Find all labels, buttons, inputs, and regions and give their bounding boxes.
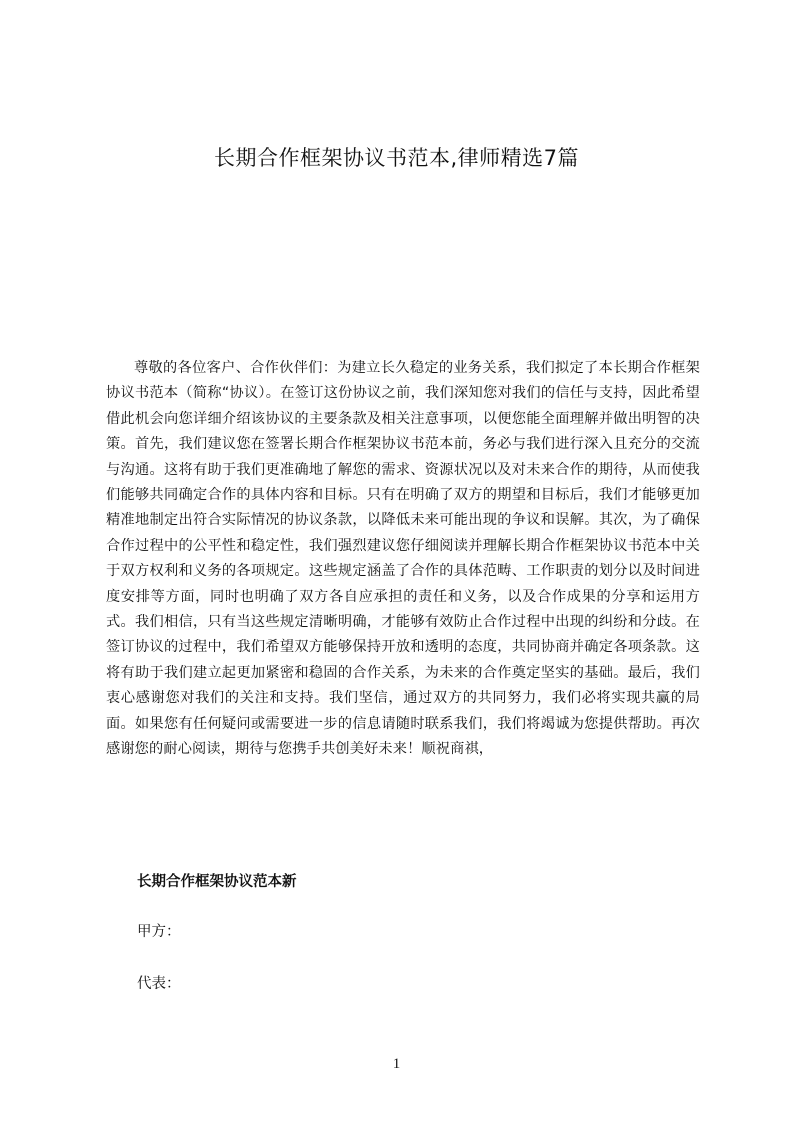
intro-paragraph: 尊敬的各位客户、合作伙伴们：为建立长久稳定的业务关系，我们拟定了本长期合作框架协议书范本（简称“协议）。在签订这份协议之前，我们深知您对我们的信任与支持，因此希望借此机会向您详细介绍该协议的主要条款及相关注意事项，以便您能全面理解并做出明智的决策。首先，我们建议您在签署长期合作框架协议书范本前，务必与我们进行深入且充分的交流与沟通。这将有助于我们更准确地了解您的需求、资源状况以及对未来合作的期待，从而使我们能够共同确定合作的具体内容和目标。只有在明确了双方的期望和目标后，我们才能够更加精准地制定出符合实际情况的协议条款，以降低未来可能出现的争议和误解。其次，为了确保合作过程中的公平性和稳定性，我们强烈建议您仔细阅读并理解长期合作框架协议书范本中关于双方权利和义务的各项规定。这些规定涵盖了合作的具体范畴、工作职责的划分以及时间进度安排等方面，同时也明确了双方各自应承担的责任和义务，以及合作成果的分享和运用方式。我们相信，只有当这些规定清晰明确，才能够有效防止合作过程中出现的纠纷和分歧。在签订协议的过程中，我们希望双方能够保持开放和透明的态度，共同协商并确定各项条款。这将有助于我们建立起更加紧密和稳固的合作关系，为未来的合作奠定坚实的基础。最后，我们衷心感谢您对我们的关注和支持。我们坚信，通过双方的共同努力，我们必将实现共赢的局面。如果您有任何疑问或需要进一步的信息请随时联系我们，我们将竭诚为您提供帮助。再次感谢您的耐心阅读，期待与您携手共创美好未来！顺祝商祺， <box>106 360 700 758</box>
representative-label: 代表： <box>137 976 181 992</box>
party-a-label: 甲方： <box>137 924 181 940</box>
section-heading: 长期合作框架协议范本新 <box>137 874 297 890</box>
page-number: 1 <box>392 1056 401 1072</box>
document-title: 长期合作框架协议书范本,律师精选7篇 <box>213 146 580 170</box>
